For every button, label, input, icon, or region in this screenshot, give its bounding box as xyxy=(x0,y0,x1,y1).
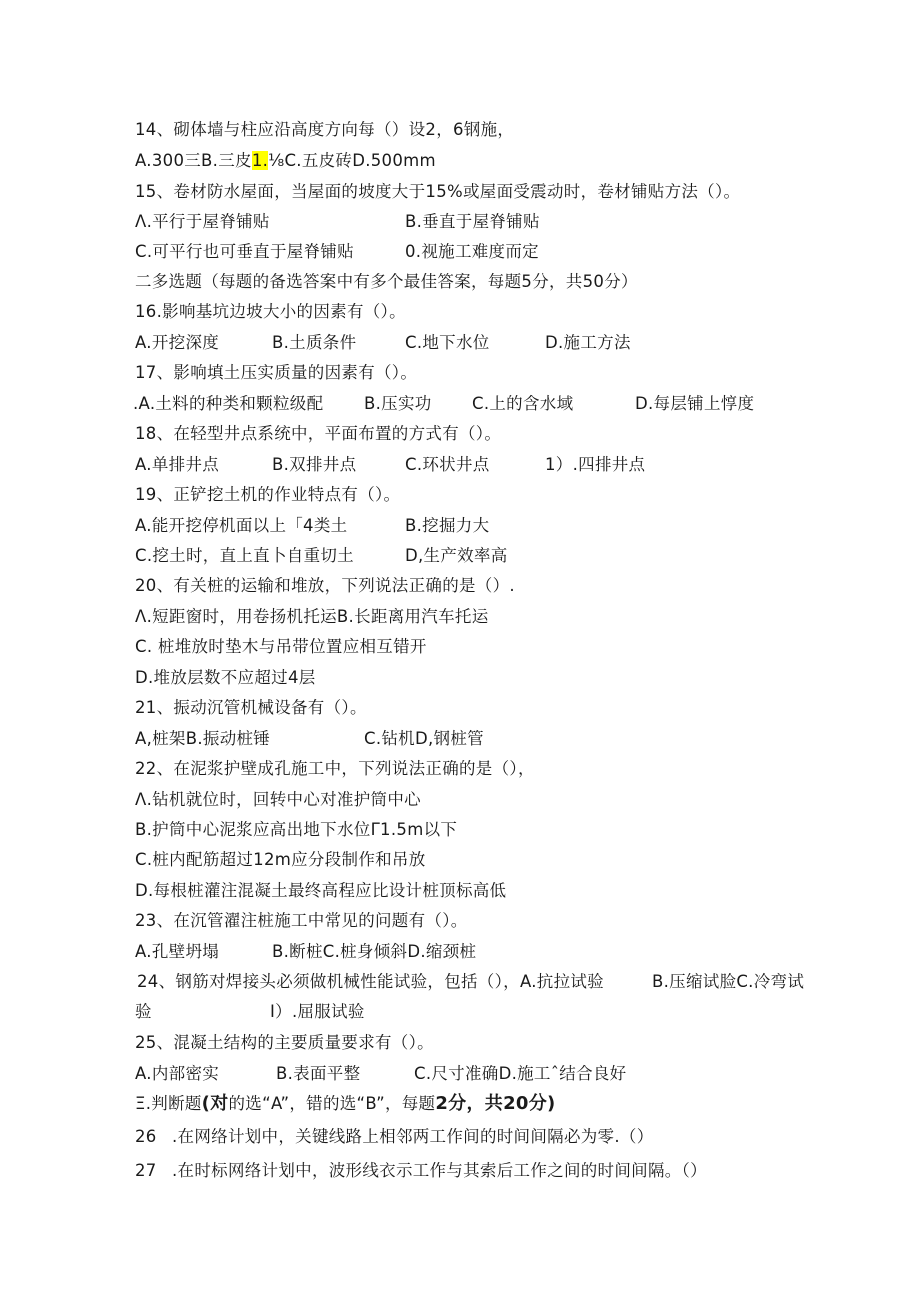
section3-correct: (对 xyxy=(201,1093,229,1114)
q14-options-b: ⅛C.五皮砖D.500mm xyxy=(268,151,436,170)
q20-option-d: D.堆放层数不应超过4层 xyxy=(135,668,316,687)
q27-number: 27 xyxy=(135,1161,157,1180)
q25-options-cd: C.尺寸准确D.施工ˆ结合良好 xyxy=(414,1064,627,1083)
q17-option-c: C.上的含水域 xyxy=(472,394,574,413)
q21-options-cd: C.钻机D,钢桩管 xyxy=(364,729,484,748)
section3-score: 2分，共20分) xyxy=(435,1093,556,1114)
q26-number: 26 xyxy=(135,1127,157,1146)
q16-option-d: D.施工方法 xyxy=(545,333,631,352)
q17-option-b: B.压实功 xyxy=(364,394,432,413)
section-multiple-choice-heading: 二多选题（每题的备选答案中有多个最佳答案，每题5分，共50分） xyxy=(135,272,638,291)
q15-option-b: B.垂直于屋脊铺贴 xyxy=(405,212,540,231)
q20-option-c: C. 桩堆放时垫木与吊带位置应相互错开 xyxy=(135,637,427,656)
q24-continuation: 验 xyxy=(135,1002,152,1021)
q14-options xyxy=(135,150,436,172)
q14-stem: 14、砌体墙与柱应沿高度方向每（）设2，6钢施， xyxy=(135,120,515,139)
q15-option-a: Λ.平行于屋脊铺贴 xyxy=(135,212,270,231)
q15-option-d: 0.视施工难度而定 xyxy=(405,242,539,261)
q14-highlight: 1. xyxy=(251,151,269,170)
q19-option-d: D,生产效率高 xyxy=(405,546,508,565)
q20-options-ab: Λ.短距窗时，用卷扬机托运B.长距离用汽车托运 xyxy=(135,607,489,626)
q18-option-d: 1）.四排井点 xyxy=(545,455,646,474)
q23-stem: 23、在沉管濯注桩施工中常见的问题有（）。 xyxy=(135,911,468,930)
q24-options-bc: B.压缩试脸C.冷弯试 xyxy=(652,972,805,991)
q18-stem: 18、在轻型井点系统中，平面布置的方式有（）。 xyxy=(135,424,502,443)
section3-prefix: Ξ.判断题 xyxy=(135,1094,202,1113)
q24-option-d: I）.屈服试验 xyxy=(270,1002,365,1021)
q22-option-a: Λ.钻机就位时，回转中心对准护筒中心 xyxy=(135,790,421,809)
q19-option-b: B.挖掘力大 xyxy=(405,516,490,535)
q19-stem: 19、正铲挖土机的作业特点有（）。 xyxy=(135,485,401,504)
q26-text: .在网络计划中，关键线路上相邻两工作间的时间间隔必为零.（） xyxy=(172,1127,654,1146)
q22-option-d: D.每根桩灌注混凝土最终高程应比设计桩顶标高低 xyxy=(135,881,507,900)
q18-option-a: A.单排井点 xyxy=(135,455,220,474)
q27-text: .在时标网络计划中，波形线衣示工作与其索后工作之间的时间间隔。（） xyxy=(172,1161,707,1180)
q19-option-c: C.挖土时，直上直卜自重切土 xyxy=(135,546,354,565)
q18-option-b: B.双排井点 xyxy=(272,455,357,474)
q22-option-c: C.桩内配筋超过12m应分段制作和吊放 xyxy=(135,850,426,869)
section3-middle: 的选“A”，错的选“B”，每题 xyxy=(228,1094,436,1113)
q22-stem: 22、在泥浆护壁成孔施工中，下列说法正确的是（）， xyxy=(135,759,535,778)
q15-option-c: C.可平行也可垂直于屋脊铺贴 xyxy=(135,242,354,261)
q20-stem: 20、有关桩的运输和堆放，下列说法正确的是（）. xyxy=(135,576,515,595)
q23-options-bcd: B.断桩C.桩身倾斜D.缩颈桩 xyxy=(272,942,477,961)
q16-stem: 16.影响基坑边坡大小的因素有（）。 xyxy=(135,302,406,321)
q17-stem: 17、影响填土压实质量的因素有（）。 xyxy=(135,363,418,382)
q23-option-a: A.孔壁坍塌 xyxy=(135,942,220,961)
q18-option-c: C.环状井点 xyxy=(405,455,490,474)
q15-stem: 15、卷材防水屋面，当屋面的坡度大于15%或屋面受震动时，卷材铺贴方法（）。 xyxy=(135,182,741,201)
q19-option-a: A.能开挖停机面以上「4类土 xyxy=(135,516,348,535)
q21-options-ab: A,桩架B.振动桩锤 xyxy=(135,729,271,748)
q25-stem: 25、混凝土结构的主要质量要求有（）。 xyxy=(135,1033,434,1052)
q16-option-c: C.地下水位 xyxy=(405,333,490,352)
q16-option-b: B.土质条件 xyxy=(272,333,357,352)
q24-stem: 24、钢筋对焊接头必须做机械性能试验，包括（），A.抗拉试验 xyxy=(137,972,604,991)
q25-option-a: A.内部密实 xyxy=(135,1064,220,1083)
section-true-false-heading xyxy=(135,1093,556,1115)
q17-option-d: D.每层铺上惇度 xyxy=(635,394,755,413)
q22-option-b: B.护筒中心泥浆应高出地下水位Γ1.5m以下 xyxy=(135,820,458,839)
q21-stem: 21、振动沉管机械设备有（）。 xyxy=(135,698,367,717)
q16-option-a: A.开挖深度 xyxy=(135,333,220,352)
q17-option-a: .A.土料的种类和颗粒级配 xyxy=(133,394,324,413)
q25-option-b: B.表面平整 xyxy=(276,1064,361,1083)
q14-options-a: A.300三B.三皮 xyxy=(135,151,252,170)
